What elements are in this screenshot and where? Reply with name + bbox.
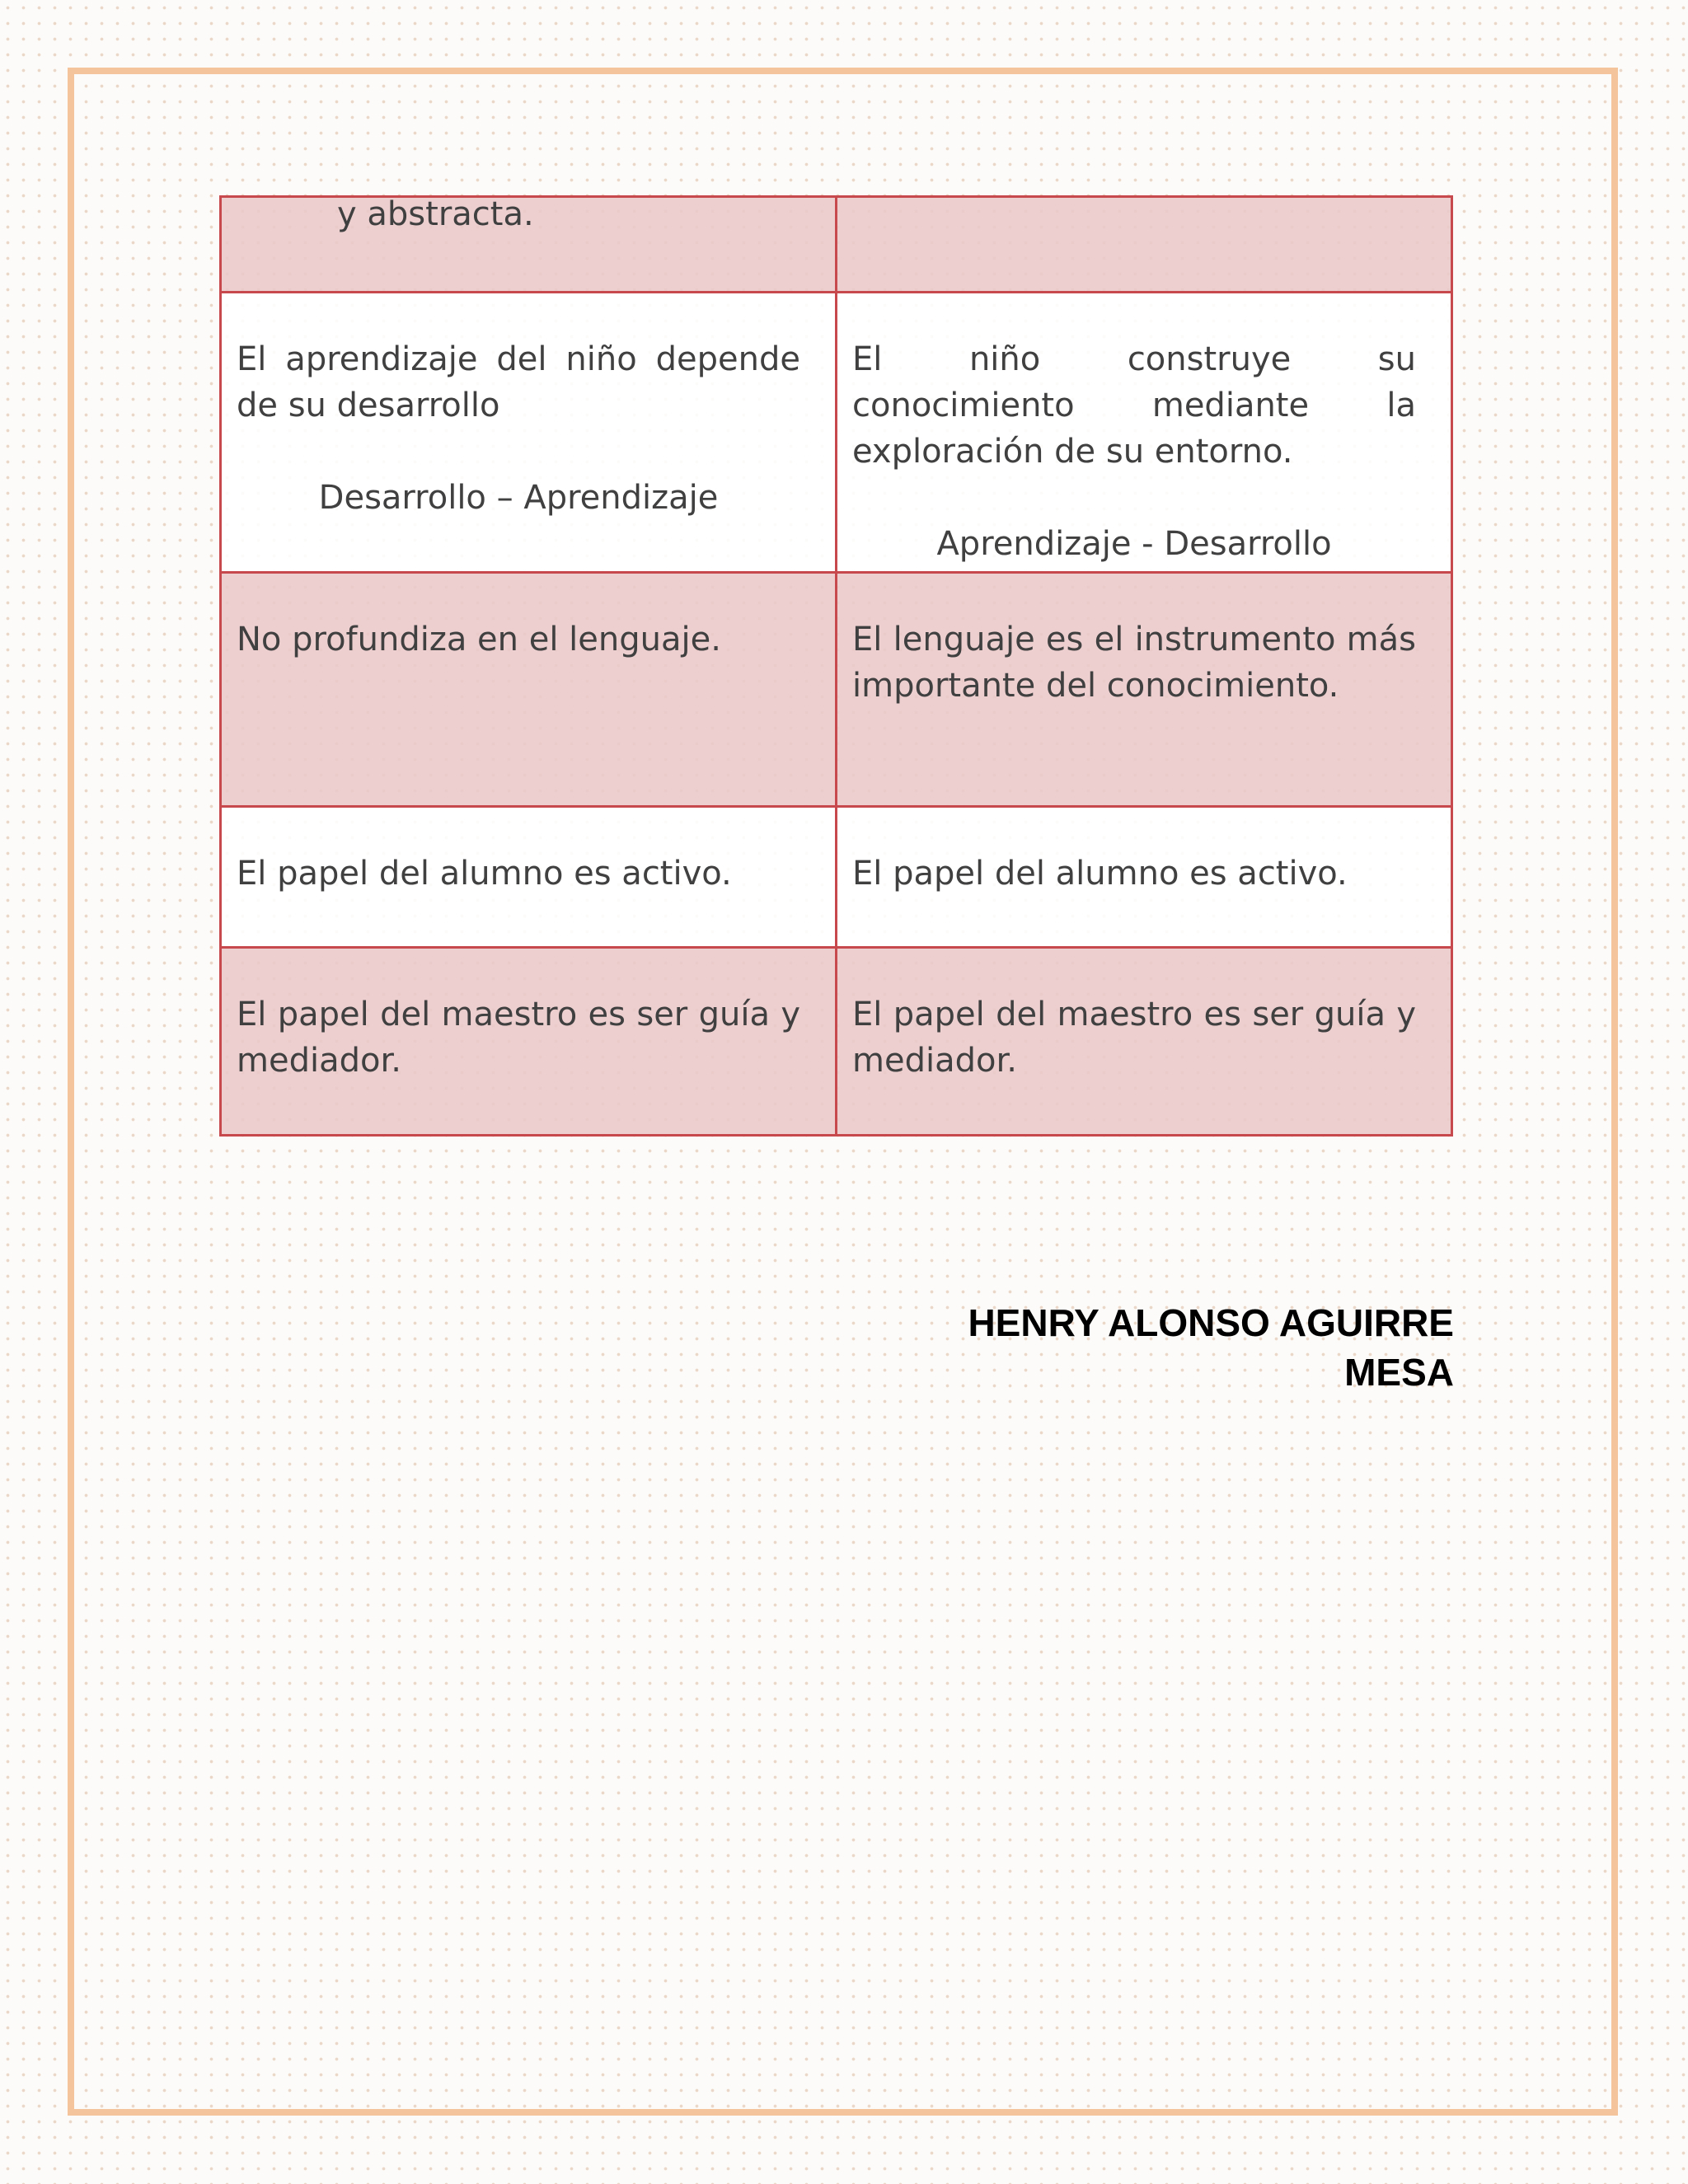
table-row <box>221 197 1452 293</box>
table-row <box>221 948 1452 1136</box>
cell-text: El papel del alumno es activo. <box>852 855 1348 893</box>
cell-note: Aprendizaje - Desarrollo <box>936 525 1332 563</box>
table-cell-left <box>221 197 837 293</box>
table-cell-left <box>221 293 837 573</box>
table-cell-right <box>837 573 1452 807</box>
cell-text: El papel del alumno es activo. <box>237 855 732 893</box>
cell-text: El papel del maestro es ser guía y mediador. <box>852 996 1416 1080</box>
cell-text: El aprendizaje del niño depende de su desarrollo <box>237 340 800 424</box>
cell-note: Desarrollo – Aprendizaje <box>318 479 719 517</box>
table-cell-right <box>837 197 1452 293</box>
cell-text: El niño construye su conocimiento mediante la exploración de su entorno. <box>852 340 1416 471</box>
author-name: HENRY ALONSO AGUIRRE MESA <box>968 1301 1454 1394</box>
cell-text: No profundiza en el lenguaje. <box>237 621 721 658</box>
table-row <box>221 293 1452 573</box>
table-cell-left <box>221 573 837 807</box>
table-row <box>221 573 1452 807</box>
table-cell-left <box>221 807 837 948</box>
table-row <box>221 807 1452 948</box>
cell-text: y abstracta. <box>337 195 534 233</box>
table-cell-right <box>837 293 1452 573</box>
cell-text: El papel del maestro es ser guía y mediador. <box>237 996 800 1080</box>
table-cell-right <box>837 807 1452 948</box>
comparison-table <box>219 195 1453 1137</box>
table-cell-right <box>837 948 1452 1136</box>
cell-text: El lenguaje es el instrumento más importante del conocimiento. <box>852 621 1416 705</box>
table-cell-left <box>221 948 837 1136</box>
